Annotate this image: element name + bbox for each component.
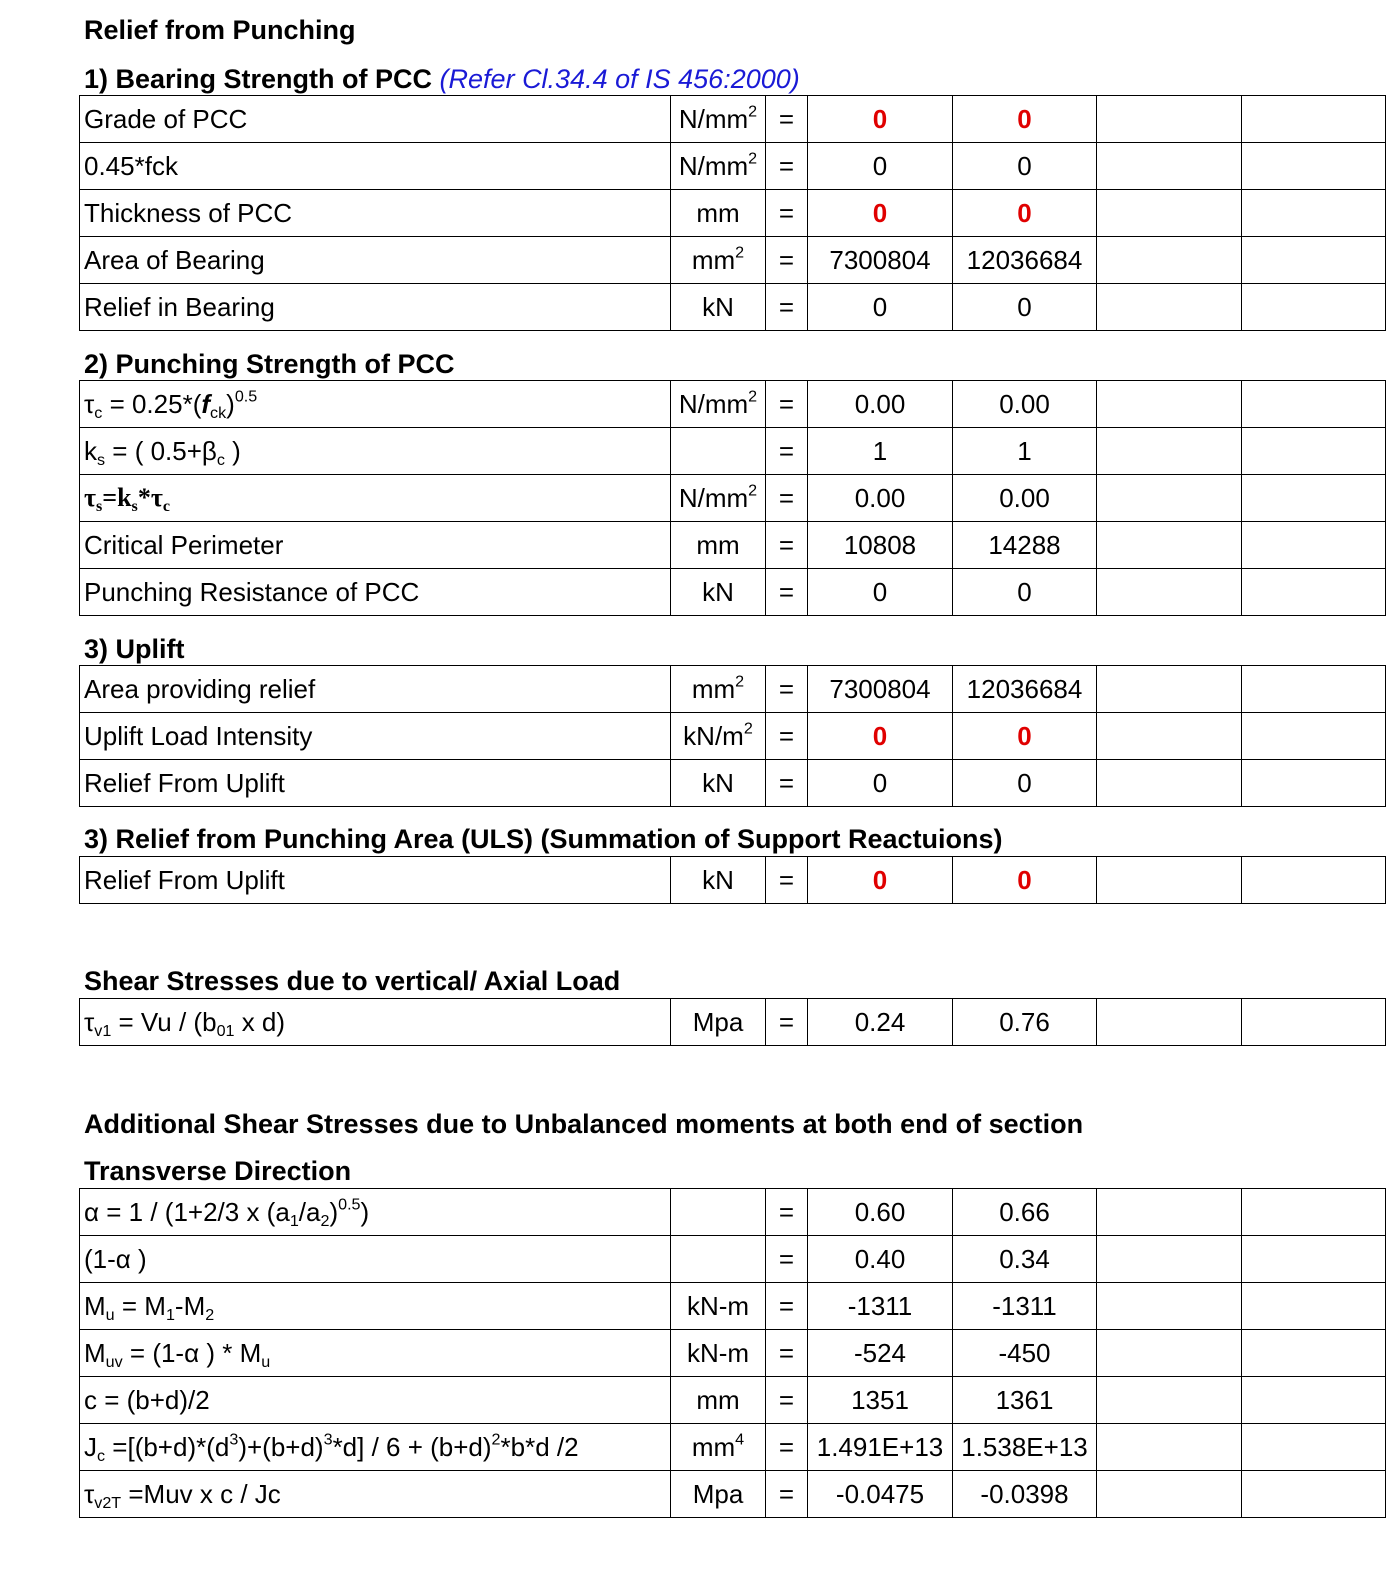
equals-cell: = bbox=[766, 1377, 808, 1424]
value-cell[interactable]: 0 bbox=[808, 569, 953, 616]
formula-tau-c: $\tau_c = 0.25*(f_{ck})^{0.5}$ bbox=[80, 381, 671, 428]
value-cell[interactable]: 0 bbox=[808, 760, 953, 807]
equals-cell: = bbox=[766, 143, 808, 190]
empty-cell[interactable] bbox=[1242, 143, 1386, 190]
equals-cell: = bbox=[766, 666, 808, 713]
unit-cell: $N/mm^2$ bbox=[671, 381, 766, 428]
empty-cell[interactable] bbox=[1242, 1424, 1386, 1471]
empty-cell[interactable] bbox=[1097, 284, 1242, 331]
unit-cell: Mpa bbox=[671, 999, 766, 1046]
empty-cell[interactable] bbox=[1097, 1236, 1242, 1283]
table-row bbox=[80, 1424, 1386, 1471]
empty-cell[interactable] bbox=[1097, 760, 1242, 807]
empty-cell[interactable] bbox=[1242, 569, 1386, 616]
input-value-cell[interactable]: 0 bbox=[953, 857, 1097, 904]
equals-cell: = bbox=[766, 428, 808, 475]
table-row bbox=[80, 1471, 1386, 1518]
equals-cell: = bbox=[766, 1471, 808, 1518]
empty-cell[interactable] bbox=[1097, 190, 1242, 237]
row-label: Area providing relief bbox=[80, 666, 671, 713]
empty-cell[interactable] bbox=[1242, 857, 1386, 904]
equals-cell: = bbox=[766, 381, 808, 428]
value-cell[interactable]: 0 bbox=[808, 143, 953, 190]
value-cell[interactable]: 1351 bbox=[808, 1377, 953, 1424]
empty-cell[interactable] bbox=[1242, 666, 1386, 713]
empty-cell[interactable] bbox=[1242, 381, 1386, 428]
formula-tau-v1: $\tau_{v1} = Vu / (b_{01}$ x d) bbox=[80, 999, 671, 1046]
value-cell[interactable]: 0.00 bbox=[953, 381, 1097, 428]
section-punching-heading: 2) Punching Strength of PCC bbox=[84, 349, 455, 379]
empty-cell[interactable] bbox=[1242, 1471, 1386, 1518]
empty-cell[interactable] bbox=[1242, 284, 1386, 331]
value-cell[interactable]: 12036684 bbox=[953, 666, 1097, 713]
value-cell[interactable]: 0.60 bbox=[808, 1189, 953, 1236]
value-cell[interactable]: -1311 bbox=[808, 1283, 953, 1330]
input-value-cell[interactable]: 0 bbox=[953, 713, 1097, 760]
punching-table bbox=[79, 380, 1386, 616]
equals-cell: = bbox=[766, 237, 808, 284]
unit-cell: kN bbox=[671, 760, 766, 807]
input-value-cell[interactable]: 0 bbox=[953, 96, 1097, 143]
value-cell[interactable]: 12036684 bbox=[953, 237, 1097, 284]
value-cell[interactable]: 0.66 bbox=[953, 1189, 1097, 1236]
empty-cell[interactable] bbox=[1242, 1330, 1386, 1377]
empty-cell[interactable] bbox=[1097, 569, 1242, 616]
formula-tau-v2t: $\tau_{v2T} =Muv$ x c / Jc bbox=[80, 1471, 671, 1518]
table-row bbox=[80, 1189, 1386, 1236]
value-cell[interactable]: 0.00 bbox=[808, 475, 953, 522]
empty-cell[interactable] bbox=[1242, 760, 1386, 807]
table-row bbox=[80, 1377, 1386, 1424]
equals-cell: = bbox=[766, 999, 808, 1046]
row-label: Uplift Load Intensity bbox=[80, 713, 671, 760]
row-label: Relief in Bearing bbox=[80, 284, 671, 331]
input-value-cell[interactable]: 0 bbox=[808, 713, 953, 760]
value-cell[interactable]: 0 bbox=[808, 284, 953, 331]
value-cell[interactable]: 7300804 bbox=[808, 237, 953, 284]
empty-cell[interactable] bbox=[1097, 237, 1242, 284]
equals-cell: = bbox=[766, 1424, 808, 1471]
equals-cell: = bbox=[766, 96, 808, 143]
empty-cell[interactable] bbox=[1097, 1330, 1242, 1377]
empty-cell[interactable] bbox=[1242, 428, 1386, 475]
unit-cell: mm bbox=[671, 1377, 766, 1424]
input-value-cell[interactable]: 0 bbox=[808, 96, 953, 143]
row-label: Grade of PCC bbox=[80, 96, 671, 143]
formula-alpha: α = 1 / (1+2/3 x $(a_1/a_2)^{0.5}$) bbox=[80, 1189, 671, 1236]
input-value-cell[interactable]: 0 bbox=[808, 857, 953, 904]
table-row bbox=[80, 428, 1386, 475]
equals-cell: = bbox=[766, 284, 808, 331]
table-row bbox=[80, 1330, 1386, 1377]
section-relief-heading: 3) Relief from Punching Area (ULS) (Summation of Support Reactuions) bbox=[84, 824, 1003, 854]
unit-cell: $N/mm^2$ bbox=[671, 96, 766, 143]
unit-cell: $mm^2$ bbox=[671, 237, 766, 284]
value-cell[interactable]: 1 bbox=[808, 428, 953, 475]
empty-cell[interactable] bbox=[1097, 522, 1242, 569]
empty-cell[interactable] bbox=[1097, 96, 1242, 143]
table-row bbox=[80, 96, 1386, 143]
row-label: Relief From Uplift bbox=[80, 760, 671, 807]
empty-cell[interactable] bbox=[1097, 1424, 1242, 1471]
empty-cell[interactable] bbox=[1097, 857, 1242, 904]
equals-cell: = bbox=[766, 1330, 808, 1377]
unit-cell: Mpa bbox=[671, 1471, 766, 1518]
unit-cell: $N/mm^2$ bbox=[671, 475, 766, 522]
unit-cell: mm bbox=[671, 522, 766, 569]
table-row bbox=[80, 284, 1386, 331]
value-cell[interactable]: 0.40 bbox=[808, 1236, 953, 1283]
shear-table bbox=[79, 998, 1386, 1046]
row-label: Area of Bearing bbox=[80, 237, 671, 284]
empty-cell[interactable] bbox=[1097, 1283, 1242, 1330]
section-bearing-title: 1) Bearing Strength of PCC bbox=[84, 64, 433, 94]
row-label: Punching Resistance of PCC bbox=[80, 569, 671, 616]
value-cell[interactable]: 7300804 bbox=[808, 666, 953, 713]
table-row bbox=[80, 713, 1386, 760]
equals-cell: = bbox=[766, 475, 808, 522]
equals-cell: = bbox=[766, 1236, 808, 1283]
value-cell[interactable]: 10808 bbox=[808, 522, 953, 569]
empty-cell[interactable] bbox=[1242, 1377, 1386, 1424]
empty-cell[interactable] bbox=[1242, 237, 1386, 284]
equals-cell: = bbox=[766, 1189, 808, 1236]
value-cell[interactable]: 14288 bbox=[953, 522, 1097, 569]
section-shear-heading: Shear Stresses due to vertical/ Axial Load bbox=[84, 966, 621, 996]
value-cell[interactable]: 0.00 bbox=[953, 475, 1097, 522]
empty-cell[interactable] bbox=[1097, 666, 1242, 713]
input-value-cell[interactable]: 0 bbox=[953, 190, 1097, 237]
unit-cell bbox=[671, 1236, 766, 1283]
uplift-table bbox=[79, 665, 1386, 807]
value-cell[interactable]: 0 bbox=[953, 284, 1097, 331]
code-reference: (Refer Cl.34.4 of IS 456:2000) bbox=[439, 64, 800, 94]
unit-cell: kN-m bbox=[671, 1330, 766, 1377]
unit-cell bbox=[671, 428, 766, 475]
empty-cell[interactable] bbox=[1097, 1377, 1242, 1424]
unit-cell: $mm^2$ bbox=[671, 666, 766, 713]
table-row bbox=[80, 666, 1386, 713]
empty-cell[interactable] bbox=[1097, 475, 1242, 522]
section-uplift-heading: 3) Uplift bbox=[84, 634, 185, 664]
empty-cell[interactable] bbox=[1097, 1189, 1242, 1236]
empty-cell[interactable] bbox=[1242, 96, 1386, 143]
row-label: Relief From Uplift bbox=[80, 857, 671, 904]
table-row bbox=[80, 475, 1386, 522]
equals-cell: = bbox=[766, 190, 808, 237]
transverse-table bbox=[79, 1188, 1386, 1518]
unit-cell: kN bbox=[671, 857, 766, 904]
value-cell[interactable]: -0.0398 bbox=[953, 1471, 1097, 1518]
table-row bbox=[80, 522, 1386, 569]
value-cell[interactable]: -0.0475 bbox=[808, 1471, 953, 1518]
table-row bbox=[80, 569, 1386, 616]
empty-cell[interactable] bbox=[1242, 1189, 1386, 1236]
value-cell[interactable]: 0.76 bbox=[953, 999, 1097, 1046]
empty-cell[interactable] bbox=[1097, 381, 1242, 428]
value-cell[interactable]: 0 bbox=[953, 569, 1097, 616]
unit-cell: mm bbox=[671, 190, 766, 237]
row-label: 0.45*fck bbox=[80, 143, 671, 190]
table-row bbox=[80, 143, 1386, 190]
unit-cell: kN-m bbox=[671, 1283, 766, 1330]
bearing-table bbox=[79, 95, 1386, 331]
value-cell[interactable]: 0 bbox=[953, 143, 1097, 190]
input-value-cell[interactable]: 0 bbox=[808, 190, 953, 237]
empty-cell[interactable] bbox=[1242, 522, 1386, 569]
table-row bbox=[80, 1236, 1386, 1283]
formula-tau-s: $\tau_s=k_s*\tau_c$ bbox=[80, 475, 671, 522]
table-row bbox=[80, 857, 1386, 904]
equals-cell: = bbox=[766, 522, 808, 569]
empty-cell[interactable] bbox=[1242, 999, 1386, 1046]
formula-jc: $J_c =[(b+d)*(d^3)+(b+d)^3*d] / 6 + (b+d)^2*b*d$ /2 bbox=[80, 1424, 671, 1471]
unit-cell: $kN/m^2$ bbox=[671, 713, 766, 760]
value-cell[interactable]: 0 bbox=[953, 760, 1097, 807]
section-bearing-heading bbox=[84, 66, 800, 93]
unit-cell: kN bbox=[671, 569, 766, 616]
row-label: c = (b+d)/2 bbox=[80, 1377, 671, 1424]
empty-cell[interactable] bbox=[1242, 475, 1386, 522]
equals-cell: = bbox=[766, 760, 808, 807]
unit-cell: $mm^4$ bbox=[671, 1424, 766, 1471]
table-row bbox=[80, 1283, 1386, 1330]
value-cell[interactable]: 0.34 bbox=[953, 1236, 1097, 1283]
formula-muv: $M_{uv} = (1-\alpha$ ) * $M_u$ bbox=[80, 1330, 671, 1377]
value-cell[interactable]: -450 bbox=[953, 1330, 1097, 1377]
table-row bbox=[80, 760, 1386, 807]
table-row bbox=[80, 190, 1386, 237]
relief-table bbox=[79, 856, 1386, 904]
equals-cell: = bbox=[766, 1283, 808, 1330]
value-cell[interactable]: 0.24 bbox=[808, 999, 953, 1046]
value-cell[interactable]: 1.538E+13 bbox=[953, 1424, 1097, 1471]
value-cell[interactable]: -1311 bbox=[953, 1283, 1097, 1330]
value-cell[interactable]: 1.491E+13 bbox=[808, 1424, 953, 1471]
equals-cell: = bbox=[766, 569, 808, 616]
row-label: Critical Perimeter bbox=[80, 522, 671, 569]
formula-mu: $M_u = M_1-M_2$ bbox=[80, 1283, 671, 1330]
unit-cell bbox=[671, 1189, 766, 1236]
empty-cell[interactable] bbox=[1097, 143, 1242, 190]
row-label: (1-α ) bbox=[80, 1236, 671, 1283]
empty-cell[interactable] bbox=[1097, 713, 1242, 760]
empty-cell[interactable] bbox=[1097, 999, 1242, 1046]
row-label: Thickness of PCC bbox=[80, 190, 671, 237]
section-additional-shear-heading: Additional Shear Stresses due to Unbalanced moments at both end of section bbox=[84, 1109, 1084, 1139]
page-title: Relief from Punching bbox=[84, 15, 356, 45]
empty-cell[interactable] bbox=[1242, 190, 1386, 237]
empty-cell[interactable] bbox=[1097, 428, 1242, 475]
table-row bbox=[80, 381, 1386, 428]
section-transverse-subheading: Transverse Direction bbox=[84, 1156, 352, 1186]
equals-cell: = bbox=[766, 713, 808, 760]
value-cell[interactable]: -524 bbox=[808, 1330, 953, 1377]
unit-cell: $N/mm^2$ bbox=[671, 143, 766, 190]
empty-cell[interactable] bbox=[1242, 1236, 1386, 1283]
unit-cell: kN bbox=[671, 284, 766, 331]
value-cell[interactable]: 0.00 bbox=[808, 381, 953, 428]
empty-cell[interactable] bbox=[1242, 713, 1386, 760]
equals-cell: = bbox=[766, 857, 808, 904]
table-row bbox=[80, 999, 1386, 1046]
empty-cell[interactable] bbox=[1097, 1471, 1242, 1518]
formula-ks: $k_s$ = ( $0.5+\beta_c$ ) bbox=[80, 428, 671, 475]
value-cell[interactable]: 1 bbox=[953, 428, 1097, 475]
table-row bbox=[80, 237, 1386, 284]
empty-cell[interactable] bbox=[1242, 1283, 1386, 1330]
value-cell[interactable]: 1361 bbox=[953, 1377, 1097, 1424]
